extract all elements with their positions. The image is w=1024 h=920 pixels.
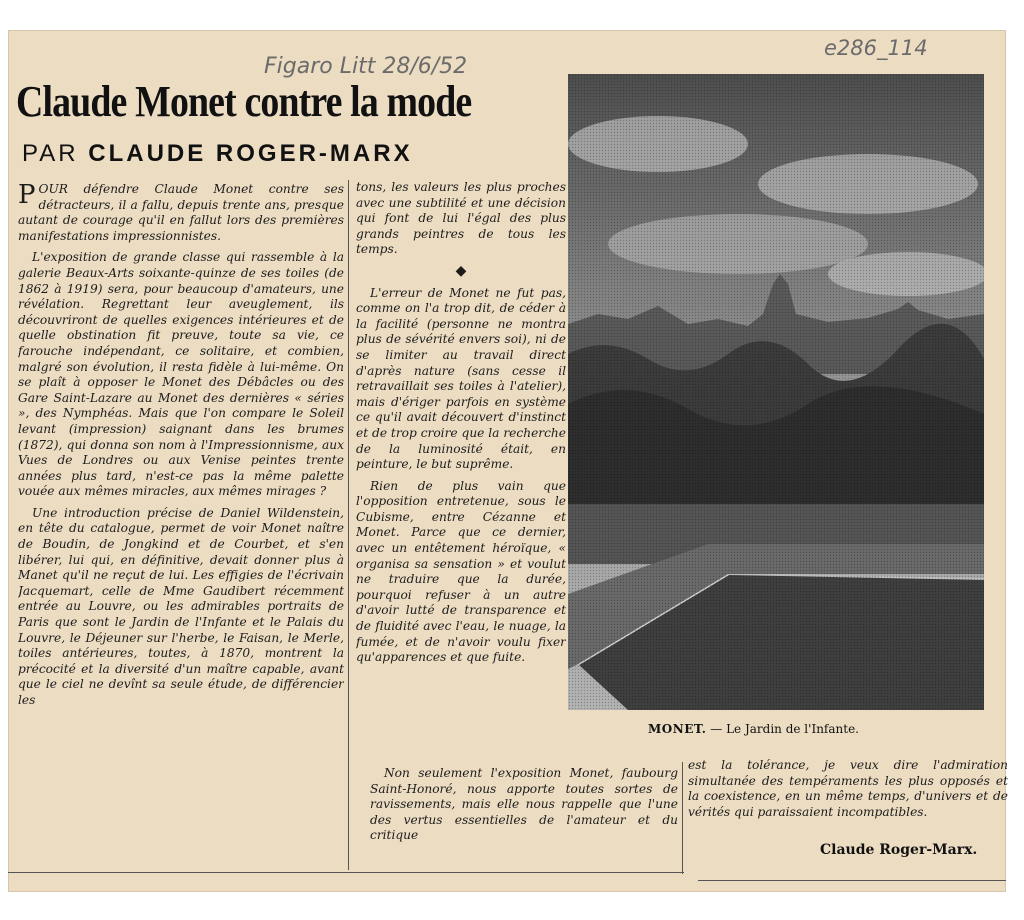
photo-caption: [648, 722, 859, 736]
article-column-3: [370, 766, 678, 866]
paragraph: Rien de plus vain que l'opposition entretenue, sous le Cubisme, entre Cézanne et Monet. Parce que ce dernier, avec un entêtement héroïque, « organisa sa sensation » et voulut ne traduire que la durée, pourquoi refuser à un autre d'avoir lutté de transparence et de fluidité avec l'eau, le nuage, la fumée, et de n'avoir voulu fixer qu'apparences et que fuite.: [356, 478, 566, 665]
paragraph: L'exposition de grande classe qui rassemble à la galerie Beaux-Arts soixante-quinze de ses toiles (de 1862 à 1919) sera, pour beaucoup d'amateurs, une révélation. Regrettant leur aveuglement, ils découvriront de quelles exigences intérieures et de quelle obstination fit preuve, toute sa vie, ce farouche indépendant, ce solitaire, et combien, malgré son évolution, il resta fidèle à lui-même. On se plaît à opposer le Monet des Débâcles ou des Gare Saint-Lazare au Monet des dernières « séries », des Nymphéas. Mais que l'on compare le Soleil levant (impression) saignant dans les brumes (1872), qui donna son nom à l'Impressionnisme, aux Vues de Londres ou aux Venise peintes trente années plus tard, n'est-ce pas la même palette vouée aux mêmes miracles, aux mêmes mirages ?: [18, 250, 344, 499]
article-column-2: [356, 180, 566, 840]
section-separator: ◆: [455, 262, 467, 279]
byline: [22, 140, 413, 168]
article-title: Claude Monet contre la mode: [16, 77, 472, 126]
paragraph: POUR défendre Claude Monet contre ses détracteurs, il a fallu, depuis trente ans, presque autant de courage qu'il en fallut lors des premières manifestations impressionnistes.: [18, 182, 344, 243]
paragraph: L'erreur de Monet ne fut pas, comme on l'a trop dit, de céder à la facilité (personne ne montra plus de sévérité envers soi), ni de se limiter au travail direct d'après nature (sans cesse il retravaillait ses toiles à l'atelier), mais d'ériger parfois en système ce qu'il avait découvert d'instinct et de trop croire que la recherche de la luminosité était, en peinture, le but suprême.: [356, 285, 566, 472]
source-date-annotation: Figaro Litt 28/6/52: [264, 54, 468, 79]
caption-artist: MONET.: [648, 722, 707, 736]
paragraph: Non seulement l'exposition Monet, faubourg Saint-Honoré, nous apporte toutes sortes de ravissements, mais elle nous rappelle que l'une des vertus essentielles de l'amateur et du critique: [370, 766, 678, 843]
byline-prefix: PAR: [22, 140, 79, 167]
archive-code-annotation: e286_114: [824, 36, 928, 60]
caption-title: — Le Jardin de l'Infante.: [710, 722, 859, 736]
paragraph: est la tolérance, je veux dire l'admiration simultanée des tempéraments les plus opposés et la coexistence, en un même temps, d'univers et de vérités qui paraissaient incompatibles.: [688, 758, 1008, 819]
column-divider: [682, 762, 683, 874]
drop-cap: P: [18, 182, 36, 210]
article-column-4: [688, 758, 1008, 848]
column-divider: [348, 180, 349, 870]
author-signature: Claude Roger-Marx.: [820, 842, 978, 858]
byline-author: CLAUDE ROGER-MARX: [88, 140, 413, 167]
jardin-de-l-infante-image: [568, 74, 984, 710]
newspaper-clipping: [8, 30, 1006, 892]
painting-reproduction: [568, 74, 984, 710]
paragraph: Une introduction précise de Daniel Wildenstein, en tête du catalogue, permet de voir Monet naître de Boudin, de Jongkind et de Courbet, et s'en libérer, lui qui, en définitive, devait donner plus à Manet qu'il ne reçut de lui. Les effigies de l'écrivain Jacquemart, celle de Mme Gaudibert récemment entrée au Louvre, ou les admirables portraits de Paris que sont le Jardin de l'Infante et le Palais du Louvre, le Déjeuner sur l'herbe, le Faisan, le Merle, toiles antérieures, toutes, à 1870, montrent la précocité et la diversité d'un maître capable, avant que le ciel ne devînt sa seule étude, de différencier les: [18, 505, 344, 707]
bottom-rule: [698, 880, 1006, 881]
article-column-1: [18, 182, 344, 882]
bottom-rule: [8, 872, 684, 873]
paragraph: tons, les valeurs les plus proches avec une subtilité et une décision qui font de lui l'égal des plus grands peintres de tous les temps.: [356, 180, 566, 257]
